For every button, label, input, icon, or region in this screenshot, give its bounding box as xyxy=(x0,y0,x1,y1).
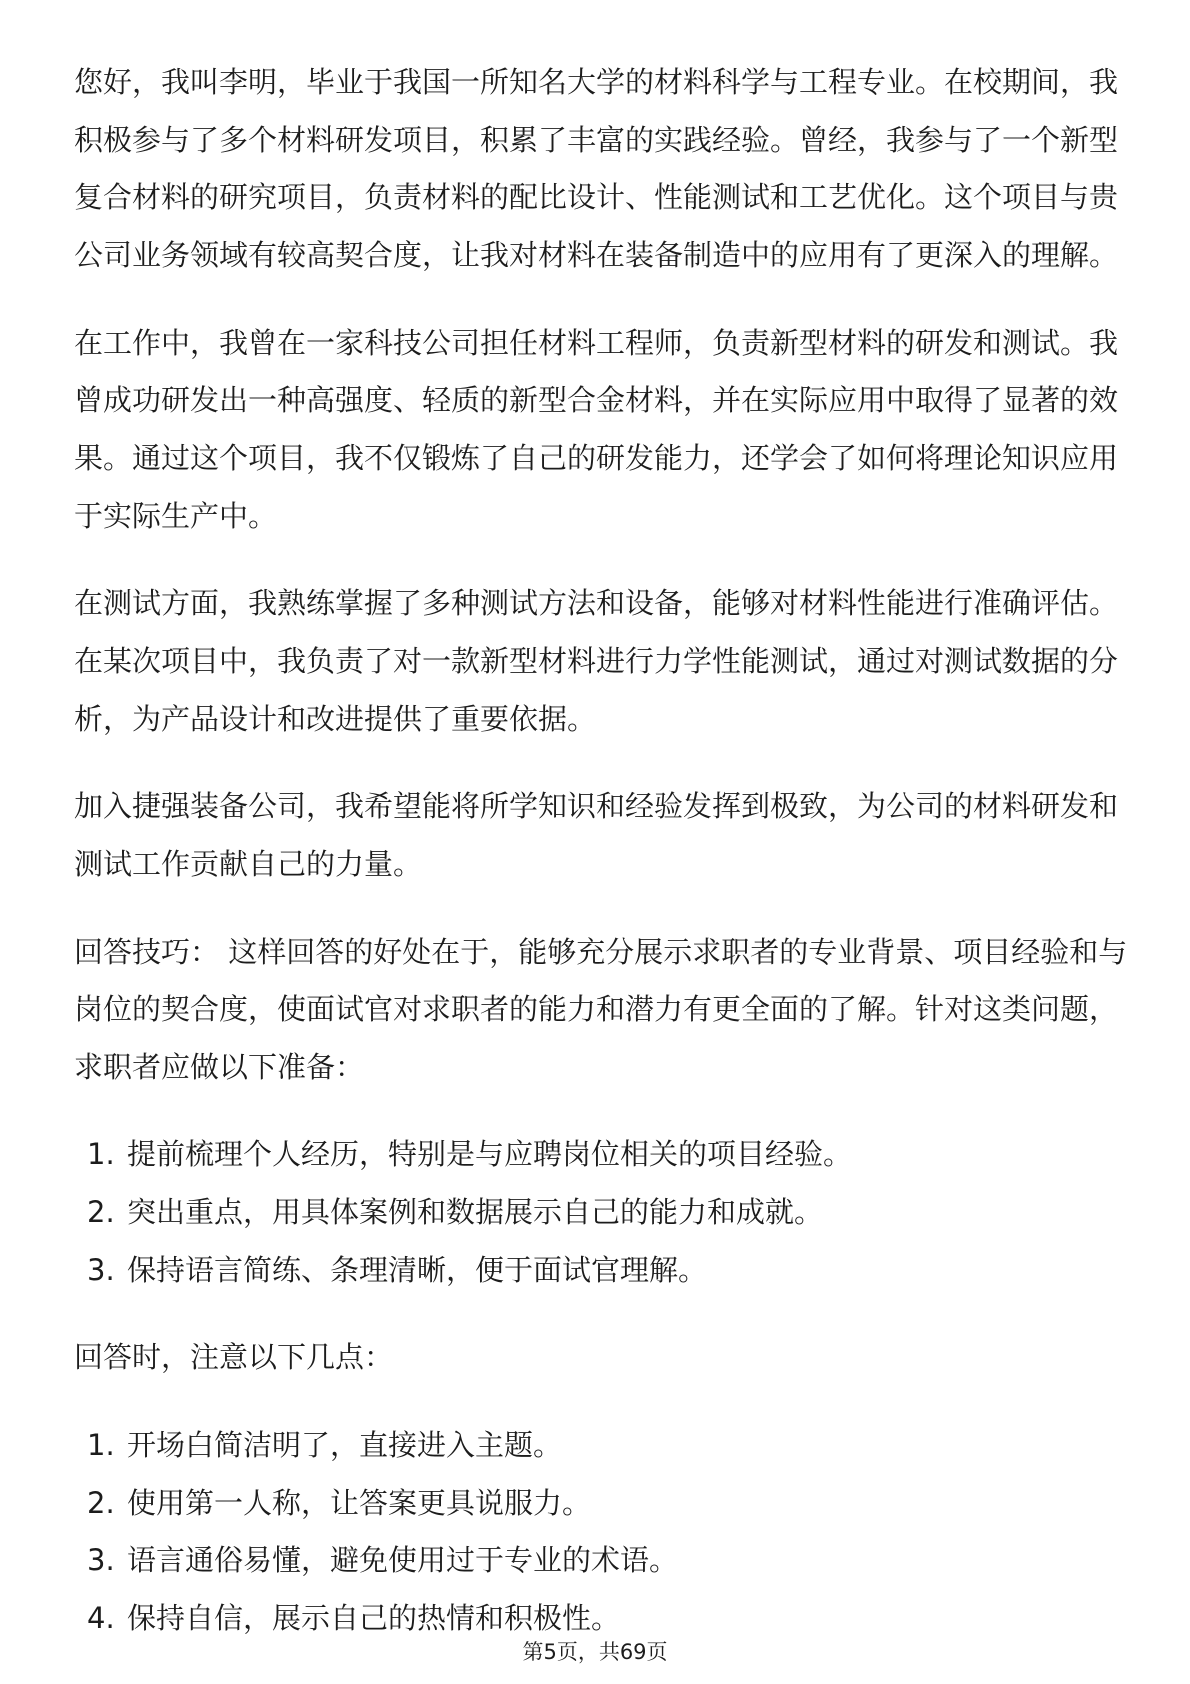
list-number: 1. xyxy=(87,1137,115,1172)
answer-paragraph-work xyxy=(74,315,1144,546)
notes-intro xyxy=(74,1329,1144,1387)
list-item-text: 提前梳理个人经历，特别是与应聘岗位相关的项目经验。 xyxy=(127,1137,853,1172)
list-item xyxy=(74,1126,1144,1184)
paragraph-line: 回答技巧： 这样回答的好处在于，能够充分展示求职者的专业背景、项目经验和与 xyxy=(74,934,1128,969)
paragraph-line: 果。通过这个项目，我不仅锻炼了自己的研发能力，还学会了如何将理论知识应用 xyxy=(74,441,1119,476)
list-number: 3. xyxy=(87,1252,115,1287)
list-item-text: 保持自信，展示自己的热情和积极性。 xyxy=(127,1601,621,1636)
page-footer: 第5页，共69页 xyxy=(522,1640,668,1664)
paragraph-line: 复合材料的研究项目，负责材料的配比设计、性能测试和工艺优化。这个项目与贵 xyxy=(74,180,1119,215)
answer-paragraph-goal xyxy=(74,778,1144,893)
paragraph-line: 您好，我叫李明，毕业于我国一所知名大学的材料科学与工程专业。在校期间，我 xyxy=(74,65,1119,99)
paragraph-line: 回答时，注意以下几点： xyxy=(74,1340,394,1375)
list-number: 1. xyxy=(87,1427,115,1462)
paragraph-line: 公司业务领域有较高契合度，让我对材料在装备制造中的应用有了更深入的理解。 xyxy=(74,238,1119,273)
list-item xyxy=(74,1475,1144,1533)
tips-paragraph xyxy=(74,924,1144,1097)
paragraph-line: 在工作中，我曾在一家科技公司担任材料工程师，负责新型材料的研发和测试。我 xyxy=(74,325,1119,360)
list-item-text: 语言通俗易懂，避免使用过于专业的术语。 xyxy=(127,1543,679,1578)
preparation-list xyxy=(74,1126,1144,1299)
list-number: 4. xyxy=(87,1601,115,1636)
list-item-text: 突出重点，用具体案例和数据展示自己的能力和成就。 xyxy=(127,1195,824,1230)
paragraph-line: 在测试方面，我熟练掌握了多种测试方法和设备，能够对材料性能进行准确评估。 xyxy=(74,586,1119,621)
paragraph-line: 积极参与了多个材料研发项目，积累了丰富的实践经验。曾经，我参与了一个新型 xyxy=(74,122,1119,157)
list-number: 2. xyxy=(87,1195,115,1230)
paragraph-line: 岗位的契合度，使面试官对求职者的能力和潜力有更全面的了解。针对这类问题， xyxy=(74,992,1119,1027)
paragraph-line: 于实际生产中。 xyxy=(74,498,278,533)
list-item xyxy=(74,1532,1144,1590)
list-item xyxy=(74,1242,1144,1300)
list-number: 2. xyxy=(87,1485,115,1520)
paragraph-line: 在某次项目中，我负责了对一款新型材料进行力学性能测试，通过对测试数据的分 xyxy=(74,643,1119,678)
paragraph-line: 加入捷强装备公司，我希望能将所学知识和经验发挥到极致，为公司的材料研发和 xyxy=(74,789,1119,824)
answer-paragraph-background xyxy=(74,54,1144,285)
list-item xyxy=(74,1184,1144,1242)
notes-list xyxy=(74,1417,1144,1648)
list-item-text: 保持语言简练、条理清晰，便于面试官理解。 xyxy=(127,1252,708,1287)
paragraph-line: 曾成功研发出一种高强度、轻质的新型合金材料，并在实际应用中取得了显著的效 xyxy=(74,383,1119,418)
answer-paragraph-testing xyxy=(74,575,1144,748)
document-body xyxy=(74,54,1144,1648)
list-item-text: 开场白简洁明了，直接进入主题。 xyxy=(127,1427,563,1462)
list-item xyxy=(74,1417,1144,1475)
paragraph-line: 测试工作贡献自己的力量。 xyxy=(74,846,423,881)
list-number: 3. xyxy=(87,1543,115,1578)
list-item-text: 使用第一人称，让答案更具说服力。 xyxy=(127,1485,592,1520)
paragraph-line: 析，为产品设计和改进提供了重要依据。 xyxy=(74,701,597,736)
paragraph-line: 求职者应做以下准备： xyxy=(74,1049,365,1084)
